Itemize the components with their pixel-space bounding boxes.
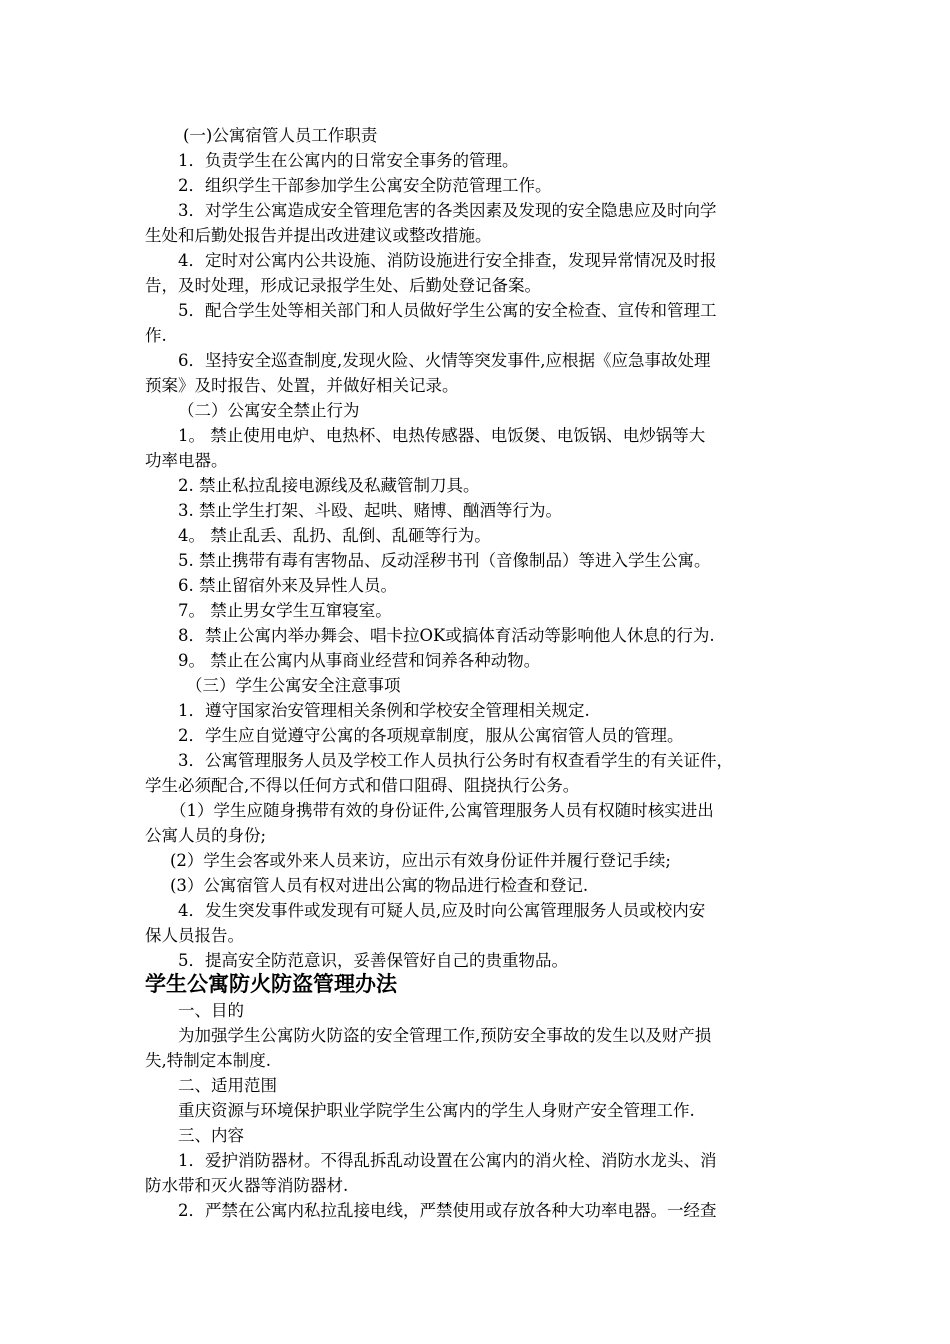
part3-line: 防水带和灭火器等消防器材. — [145, 1176, 349, 1195]
section1-line: 告，及时处理，形成记录报学生处、后勤处登记备案。 — [145, 276, 541, 295]
section3-line: 学生必须配合,不得以任何方式和借口阻碍、阻挠执行公务。 — [145, 776, 580, 795]
section1-line: 4．定时对公寓内公共设施、消防设施进行安全排查，发现异常情况及时报 — [178, 251, 717, 270]
section1-line: 5．配合学生处等相关部门和人员做好学生公寓的安全检查、宣传和管理工 — [178, 301, 717, 320]
section2-line: 2. 禁止私拉乱接电源线及私藏管制刀具。 — [178, 476, 480, 495]
section3-line: (2）学生会客或外来人员来访，应出示有效身份证件并履行登记手续; — [170, 851, 671, 870]
section1-line: 预案》及时报告、处置，并做好相关记录。 — [145, 376, 459, 395]
section2-line: 5. 禁止携带有毒有害物品、反动淫秽书刊（音像制品）等进入学生公寓。 — [178, 551, 711, 570]
section3-line: 5．提高安全防范意识，妥善保管好自己的贵重物品。 — [178, 951, 568, 970]
part2-line: 重庆资源与环境保护职业学院学生公寓内的学生人身财产安全管理工作. — [178, 1101, 695, 1120]
part3-line: 2．严禁在公寓内私拉乱接电线，严禁使用或存放各种大功率电器。一经查 — [178, 1201, 717, 1220]
section1-line: 2．组织学生干部参加学生公寓安全防范管理工作。 — [178, 176, 552, 195]
section3-line: 公寓人员的身份; — [145, 826, 267, 845]
section3-line: （1）学生应随身携带有效的身份证件,公寓管理服务人员有权随时核实进出 — [170, 801, 714, 820]
section3-line: (3）公寓宿管人员有权对进出公寓的物品进行检查和登记. — [170, 876, 589, 895]
section3-line: 4．发生突发事件或发现有可疑人员,应及时向公寓管理服务人员或校内安 — [178, 901, 706, 920]
section1-line: 6．坚持安全巡查制度,发现火险、火情等突发事件,应根据《应急事故处理 — [178, 351, 711, 370]
section2-line: 9。 禁止在公寓内从事商业经营和饲养各种动物。 — [178, 651, 541, 670]
section2-line: 4。 禁止乱丢、乱扔、乱倒、乱砸等行为。 — [178, 526, 491, 545]
section1-line: 1．负责学生在公寓内的日常安全事务的管理。 — [178, 151, 519, 170]
section2-line: 1。 禁止使用电炉、电热杯、电热传感器、电饭煲、电饭锅、电炒锅等大 — [178, 426, 706, 445]
section2-line: 8．禁止公寓内举办舞会、唱卡拉OK或搞体育活动等影响他人休息的行为. — [178, 626, 715, 645]
document-heading: 学生公寓防火防盗管理办法 — [145, 972, 397, 996]
section1-line: 3．对学生公寓造成安全管理危害的各类因素及发现的安全隐患应及时向学 — [178, 201, 717, 220]
section3-line: 3．公寓管理服务人员及学校工作人员执行公务时有权查看学生的有关证件， — [178, 751, 733, 770]
section2-title: （二）公寓安全禁止行为 — [178, 401, 360, 420]
part1-line: 为加强学生公寓防火防盗的安全管理工作,预防安全事故的发生以及财产损 — [178, 1026, 712, 1045]
section2-line: 功率电器。 — [145, 451, 228, 470]
section2-line: 7。 禁止男女学生互窜寝室。 — [178, 601, 392, 620]
part1-title: 一、目的 — [178, 1001, 244, 1020]
section1-title: (一)公寓宿管人员工作职责 — [183, 126, 378, 145]
part1-line: 失,特制定本制度. — [145, 1051, 271, 1070]
part2-title: 二、适用范围 — [178, 1076, 277, 1095]
part3-line: 1．爱护消防器材。不得乱拆乱动设置在公寓内的消火栓、消防水龙头、消 — [178, 1151, 717, 1170]
section1-line: 作. — [145, 326, 167, 345]
section2-line: 6. 禁止留宿外来及异性人员。 — [178, 576, 397, 595]
section3-line: 2．学生应自觉遵守公寓的各项规章制度，服从公寓宿管人员的管理。 — [178, 726, 684, 745]
section2-line: 3. 禁止学生打架、斗殴、起哄、赌博、酗酒等行为。 — [178, 501, 562, 520]
part3-title: 三、内容 — [178, 1126, 244, 1145]
section1-line: 生处和后勤处报告并提出改进建议或整改措施。 — [145, 226, 492, 245]
section3-line: 1．遵守国家治安管理相关条例和学校安全管理相关规定. — [178, 701, 590, 720]
section3-line: 保人员报告。 — [145, 926, 244, 945]
section3-title: （三）学生公寓安全注意事项 — [186, 676, 401, 695]
